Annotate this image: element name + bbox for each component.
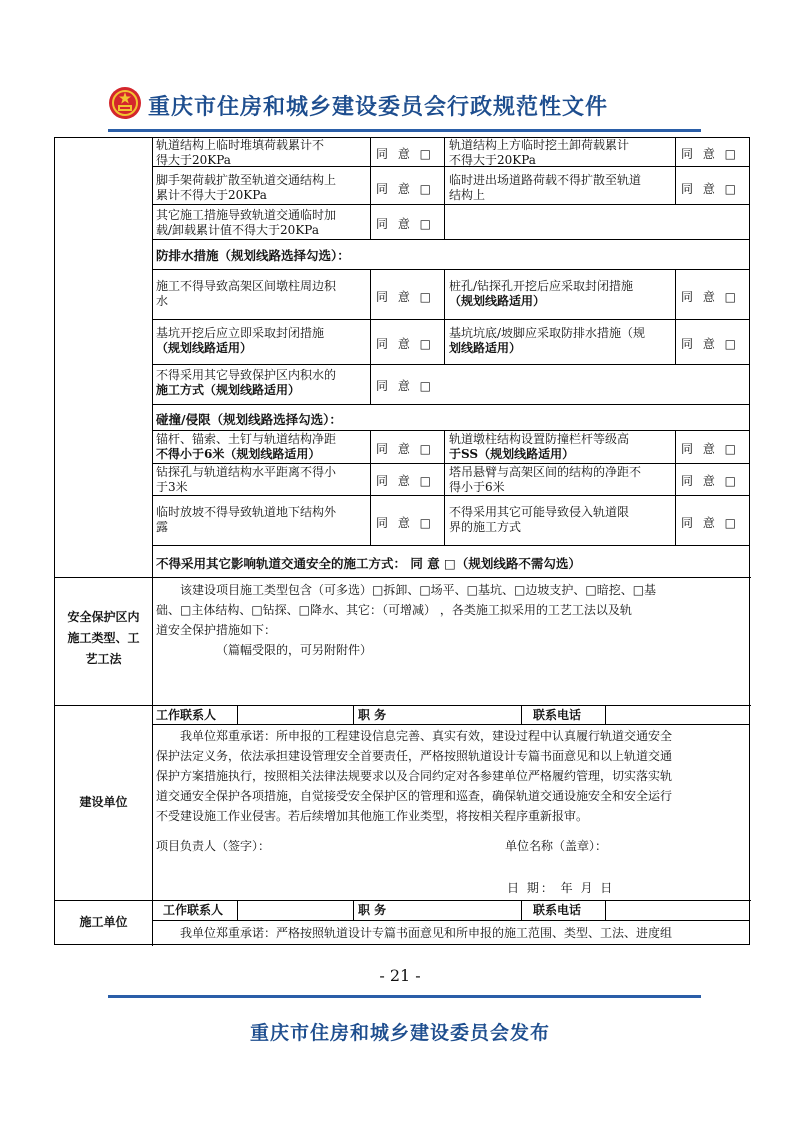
collision-row-2-right-agree-checkbox[interactable]: 同 意 □ [681,474,739,488]
drainage-row-3-left: 不得采用其它导致保护区内积水的 施工方式（规划线路适用） [156,368,337,397]
collision-row-3-left-agree-checkbox[interactable]: 同 意 □ [376,516,434,530]
contractor-label: 施工单位 [79,915,128,929]
builder-org-label: 单位名称（盖章）： [505,839,608,853]
collision-summary-agree[interactable]: 不得采用其它影响轨道交通安全的施工方式： 同 意 □（规划线路不需勾选） [156,556,581,571]
contractor-phone-field[interactable] [606,901,750,920]
drainage-row-1-left-agree-checkbox[interactable]: 同 意 □ [376,290,434,304]
collision-row-1-left-agree-checkbox[interactable]: 同 意 □ [376,442,434,456]
document-header [108,86,708,126]
drainage-row-3-left-agree-checkbox[interactable]: 同 意 □ [376,379,434,393]
load-row-2-left-agree-checkbox[interactable]: 同 意 □ [376,182,434,196]
construction-type-label: 安全保护区内 施工类型、工 艺工法 [67,610,140,666]
header-title: 重庆市住房和城乡建设委员会行政规范性文件 [148,95,609,120]
drainage-section-title: 防排水措施（规划线路选择勾选）： [156,248,350,263]
drainage-row-1-left: 施工不得导致高架区间墩柱周边积 水 [156,279,337,308]
builder-position-label: 职 务 [358,708,387,722]
builder-label: 建设单位 [79,795,128,809]
builder-contact-field[interactable] [238,706,352,724]
contractor-position-label: 职 务 [358,903,387,917]
load-row-1-right: 轨道结构上方临时挖土卸荷载累计 不得大于20KPa [449,138,630,167]
load-row-2-right-agree-checkbox[interactable]: 同 意 □ [681,182,739,196]
load-row-3-left: 其它施工措施导致轨道交通临时加 载/卸载累计值不得大于20KPa [156,208,337,237]
load-row-2-right: 临时进出场道路荷载不得扩散至轨道 结构上 [449,173,642,202]
collision-row-1-right-agree-checkbox[interactable]: 同 意 □ [681,442,739,456]
collision-row-1-left: 锚杆、锚索、土钉与轨道结构净距 不得小于6米（规划线路适用） [156,432,337,461]
contractor-contact-field[interactable] [238,901,352,920]
builder-commitment: 我单位郑重承诺：所申报的工程建设信息完善、真实有效，建设过程中认真履行轨道交通安全 保护法定义务，依法承担建设管理安全首要责任，严格按照轨道设计专篇书面意见和以上轨道交通 保护方案措施执行，按照相关法律法规要求以及合同约定对各参建单位严格履约管理，切实落实轨 道交通安全保护各项措施，自觉接受安全保护区的管理和巡查，确保轨道交通设施安全和安全运行 不受建设施工作业侵害。若后续增加其他施工作业类型，将按相关程序重新报审。 [156,729,673,823]
contractor-commitment: 我单位郑重承诺：严格按照轨道设计专篇书面意见和所申报的施工范围、类型、工法、进度组 [180,926,673,940]
contractor-contact-label: 工作联系人 [163,903,224,917]
contractor-position-field[interactable] [354,901,520,920]
national-emblem-icon [108,86,142,120]
load-row-1-left-agree-checkbox[interactable]: 同 意 □ [376,147,434,161]
footer-title: 重庆市住房和城乡建设委员会发布 [249,1022,550,1044]
collision-row-3-right-agree-checkbox[interactable]: 同 意 □ [681,516,739,530]
drainage-row-2-right: 基坑坑底/坡脚应采取防排水措施（规 划线路适用） [449,326,646,355]
collision-row-3-right: 不得采用其它可能导致侵入轨道限 界的施工方式 [449,505,630,534]
load-row-1-left: 轨道结构上临时堆填荷载累计不 得大于20KPa [156,138,325,167]
collision-row-1-right: 轨道墩柱结构设置防撞栏杆等级高 于SS（规划线路适用） [449,432,630,461]
collision-row-3-left: 临时放坡不得导致轨道地下结构外 露 [156,505,337,534]
load-row-3-left-agree-checkbox[interactable]: 同 意 □ [376,217,434,231]
drainage-row-2-right-agree-checkbox[interactable]: 同 意 □ [681,337,739,351]
builder-position-field[interactable] [354,706,520,724]
builder-phone-label: 联系电话 [533,708,582,722]
drainage-row-1-right-agree-checkbox[interactable]: 同 意 □ [681,290,739,304]
load-row-2-left: 脚手架荷载扩散至轨道交通结构上 累计不得大于20KPa [156,173,337,202]
builder-signer-label: 项目负责人（签字）： [156,839,271,853]
footer-rule [108,995,701,998]
collision-section-title: 碰撞/侵限（规划线路选择勾选）： [156,412,342,427]
builder-date-label: 日 期： 年 月 日 [507,881,615,895]
contractor-phone-label: 联系电话 [533,903,582,917]
drainage-row-2-left-agree-checkbox[interactable]: 同 意 □ [376,337,434,351]
builder-phone-field[interactable] [606,706,750,724]
header-rule [108,129,701,132]
page-number: - 21 - [379,966,421,985]
builder-contact-label: 工作联系人 [156,708,217,722]
drainage-row-1-right: 桩孔/钻探孔开挖后应采取封闭措施 （规划线路适用） [449,279,634,308]
collision-row-2-left: 钻探孔与轨道结构水平距离不得小 于3米 [156,465,337,494]
collision-row-2-right: 塔吊悬臂与高架区间的结构的净距不 得小于6米 [449,465,642,494]
collision-row-2-left-agree-checkbox[interactable]: 同 意 □ [376,474,434,488]
load-row-1-right-agree-checkbox[interactable]: 同 意 □ [681,147,739,161]
construction-type-text: 该建设项目施工类型包含（可多选）□拆卸、□场平、□基坑、□边坡支护、□暗挖、□基 础、□主体结构、□钻探、□降水、其它：（可增减） ，各类施工拟采用的工艺工法以及轨 道安全保护措施如下： （篇幅受限的，可另附附件） [156,583,657,657]
application-form-table [54,137,750,945]
drainage-row-2-left: 基坑开挖后应立即采取封闭措施 （规划线路适用） [156,326,325,355]
